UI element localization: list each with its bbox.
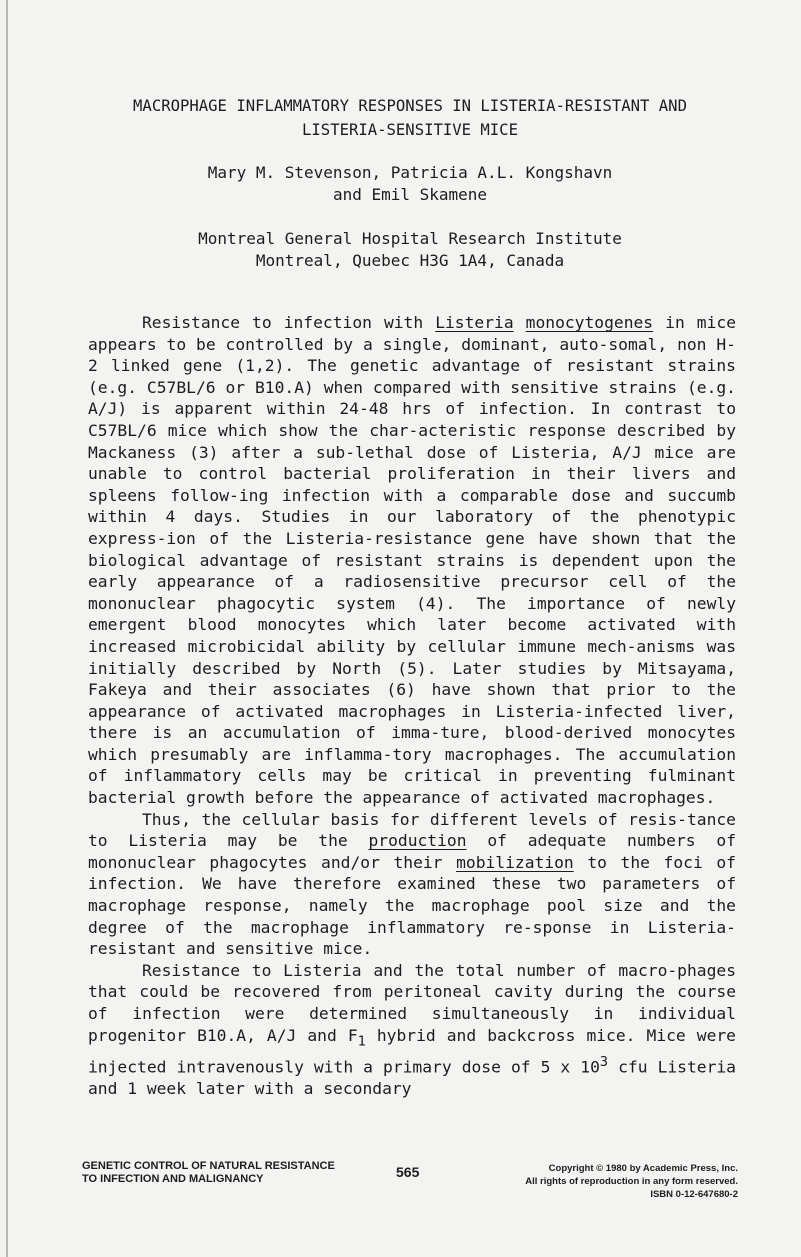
affiliation-line-2: Montreal, Quebec H3G 1A4, Canada xyxy=(255,251,565,270)
p2-text-b: of adequate numbers of mononuclear phagocytes and/or their xyxy=(88,831,736,872)
p3-text-a: Resistance to Listeria and the total number of macro-phages that could be recovered from peritoneal cavity during the course of infection were determined simultaneously in individual progenitor B10.A, A/J and F xyxy=(88,960,736,1045)
book-series-title xyxy=(82,1160,335,1186)
page-spine-shadow xyxy=(6,0,8,1257)
authors-line-2: and Emil Skamene xyxy=(332,185,488,204)
title-line-1: MACROPHAGE INFLAMMATORY RESPONSES IN LISTERIA-RESISTANT AND xyxy=(133,97,687,115)
article-body xyxy=(88,312,736,1100)
title-line-2: LISTERIA-SENSITIVE MICE xyxy=(302,121,518,139)
affiliation xyxy=(60,228,760,272)
p3-text-c: cfu Listeria and 1 week later with a secondary xyxy=(88,1057,736,1099)
paragraph-1 xyxy=(88,312,736,809)
footer-right-line-3: ISBN 0-12-647680-2 xyxy=(650,1189,738,1200)
p2-text-c: to the foci of infection. We have therefore examined these two parameters of macrophage response, namely the macrophage pool size and the degree of the macrophage inflammatory re-sponse in Listeria-resistant and sensitive mice. xyxy=(88,852,736,959)
article-title xyxy=(60,94,760,142)
affiliation-line-1: Montreal General Hospital Research Institute xyxy=(198,229,622,248)
p2-mobilization-underlined: mobilization xyxy=(456,852,574,872)
p1-text-a: Resistance to infection with xyxy=(142,313,436,332)
p2-production-underlined: production xyxy=(368,831,467,851)
footer-right-line-2: All rights of reproduction in any form reserved. xyxy=(525,1176,738,1187)
paragraph-2 xyxy=(88,809,736,960)
page-number: 565 xyxy=(396,1164,420,1180)
p2-text-a: Thus, the cellular basis for different levels of resis-tance to Listeria may be the xyxy=(88,809,736,851)
authors-line-1: Mary M. Stevenson, Patricia A.L. Kongshavn xyxy=(207,163,613,182)
footer-left-line-1: GENETIC CONTROL OF NATURAL RESISTANCE xyxy=(82,1160,335,1172)
footer-left-line-2: TO INFECTION AND MALIGNANCY xyxy=(82,1173,264,1185)
p1-species-underlined: monocytogenes xyxy=(525,313,654,332)
p3-text-b: hybrid and backcross mice. Mice were injected intravenously with a primary dose of 5 x 10 xyxy=(88,1025,736,1077)
p3-superscript: 3 xyxy=(599,1054,609,1071)
p1-genus-underlined: Listeria xyxy=(435,313,514,332)
author-list xyxy=(60,162,760,206)
footer-right-line-1: Copyright © 1980 by Academic Press, Inc. xyxy=(548,1163,738,1174)
p3-subscript: 1 xyxy=(357,1032,366,1049)
paragraph-3 xyxy=(88,960,736,1100)
p1-text-b: in mice appears to be controlled by a single, dominant, auto-somal, non H-2 linked gene (1,2). The genetic advantage of resistant strains (e.g. C57BL/6 or B10.A) when compared with sensitive strains (e.g. A/J) is apparent within 24-48 hrs of infection. In contrast to C57BL/6 mice which show the char-acteristic response described by Mackaness (3) after a sub-lethal dose of Listeria, A/J mice are unable to control bacterial proliferation in their livers and spleens follow-ing infection with a comparable dose and succumb within 4 days. Studies in our laboratory of the phenotypic express-ion of the Listeria-resistance gene have shown that the biological advantage of resistant strains is dependent upon the early appearance of a radiosensitive precursor cell of the mononuclear phagocytic system (4). The importance of newly emergent blood monocytes which later become activated with increased microbicidal ability by cellular immune mech-anisms was initially described by North (5). Later studies by Mitsayama, Fakeya and their associates (6) have shown that prior to the appearance of activated macrophages in Listeria-infected liver, there is an accumulation of imma-ture, blood-derived monocytes which presumably are inflamma-tory macrophages. The accumulation of inflammatory cells may be critical in preventing fulminant bacterial growth before the appearance of activated macrophages. xyxy=(88,313,736,808)
copyright-notice xyxy=(510,1162,738,1201)
